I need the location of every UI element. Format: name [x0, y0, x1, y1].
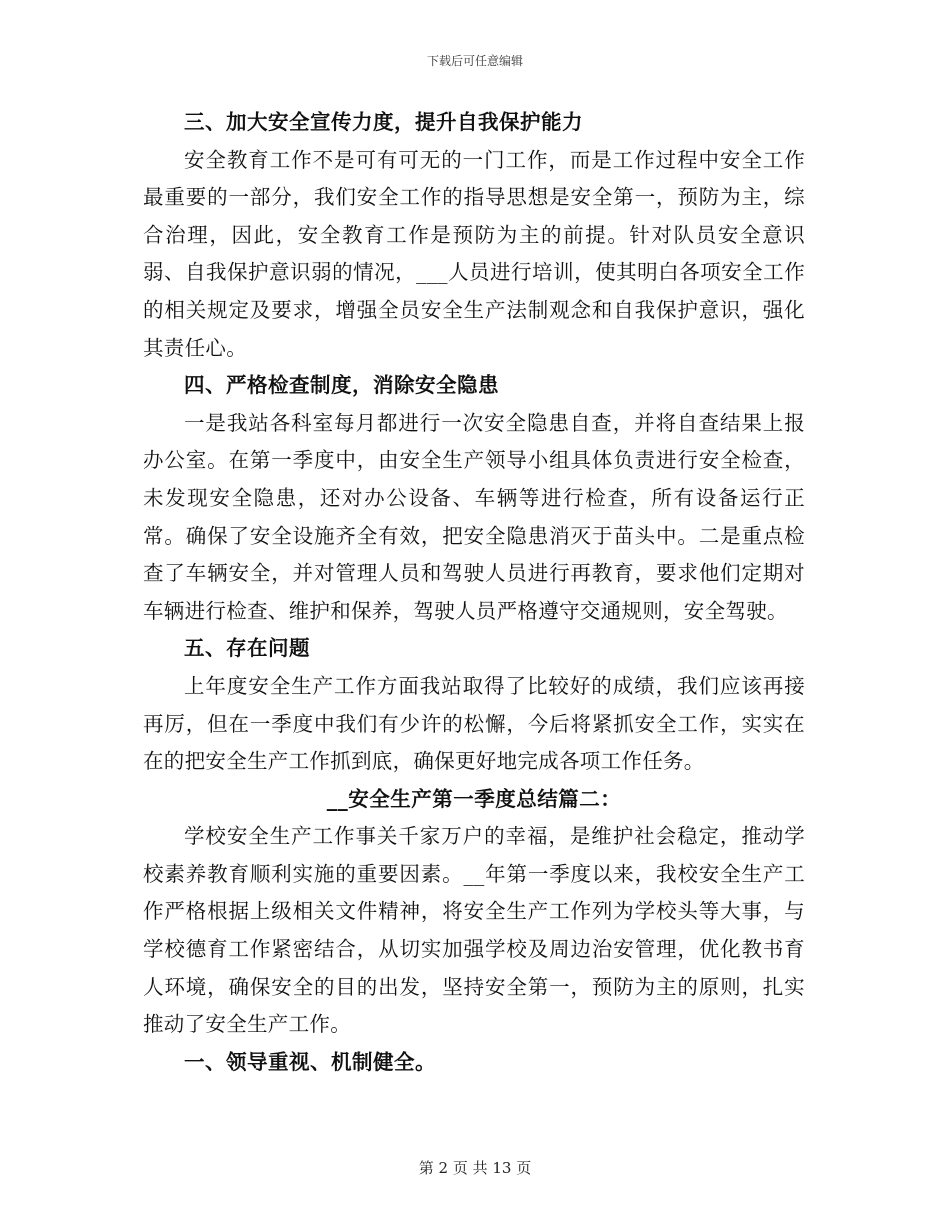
section-heading-3: 三、加大安全宣传力度，提升自我保护能力 — [184, 110, 583, 134]
section-heading-4: 四、严格检查制度，消除安全隐患 — [184, 373, 499, 398]
page-header: 下载后可任意编辑 — [426, 54, 523, 68]
section-heading-5: 五、存在问题 — [184, 636, 310, 661]
document-body — [143, 104, 805, 1081]
part-two-title: __安全生产第一季度总结篇二： — [326, 786, 622, 811]
page-number: 第 2 页 共 13 页 — [418, 1159, 532, 1177]
section-paragraph-3: 安全教育工作不是可有可无的一门工作，而是工作过程中安全工作最重要的一部分，我们安全工作的指导思想是安全第一，预防为主，综合治理，因此，安全教育工作是预防为主的前提。针对队员安全意识弱、自我保护意识弱的情况，___人员进行培训，使其明白各项安全工作的相关规定及要求，增强全员安全生产法制观念和自我保护意识，强化其责任心。 — [143, 147, 805, 360]
part-two-subheading: 一、领导重视、机制健全。 — [184, 1049, 436, 1074]
part-two-paragraph: 学校安全生产工作事关千家万户的幸福，是维护社会稳定，推动学校素养教育顺利实施的重要因素。__年第一季度以来，我校安全生产工作严格根据上级相关文件精神，将安全生产工作列为学校头等大事，与学校德育工作紧密结合，从切实加强学校及周边治安管理，优化教书育人环境，确保安全的目的出发，坚持安全第一，预防为主的原则，扎实推动了安全生产工作。 — [143, 824, 805, 1037]
section-paragraph-4: 一是我站各科室每月都进行一次安全隐患自查，并将自查结果上报办公室。在第一季度中，由安全生产领导小组具体负责进行安全检查，未发现安全隐患，还对办公设备、车辆等进行检查，所有设备运行正常。确保了安全设施齐全有效，把安全隐患消灭于苗头中。二是重点检查了车辆安全，并对管理人员和驾驶人员进行再教育，要求他们定期对车辆进行检查、维护和保养，驾驶人员严格遵守交通规则，安全驾驶。 — [143, 410, 805, 623]
section-paragraph-5: 上年度安全生产工作方面我站取得了比较好的成绩，我们应该再接再厉，但在一季度中我们有少许的松懈，今后将紧抓安全工作，实实在在的把安全生产工作抓到底，确保更好地完成各项工作任务。 — [143, 673, 805, 774]
